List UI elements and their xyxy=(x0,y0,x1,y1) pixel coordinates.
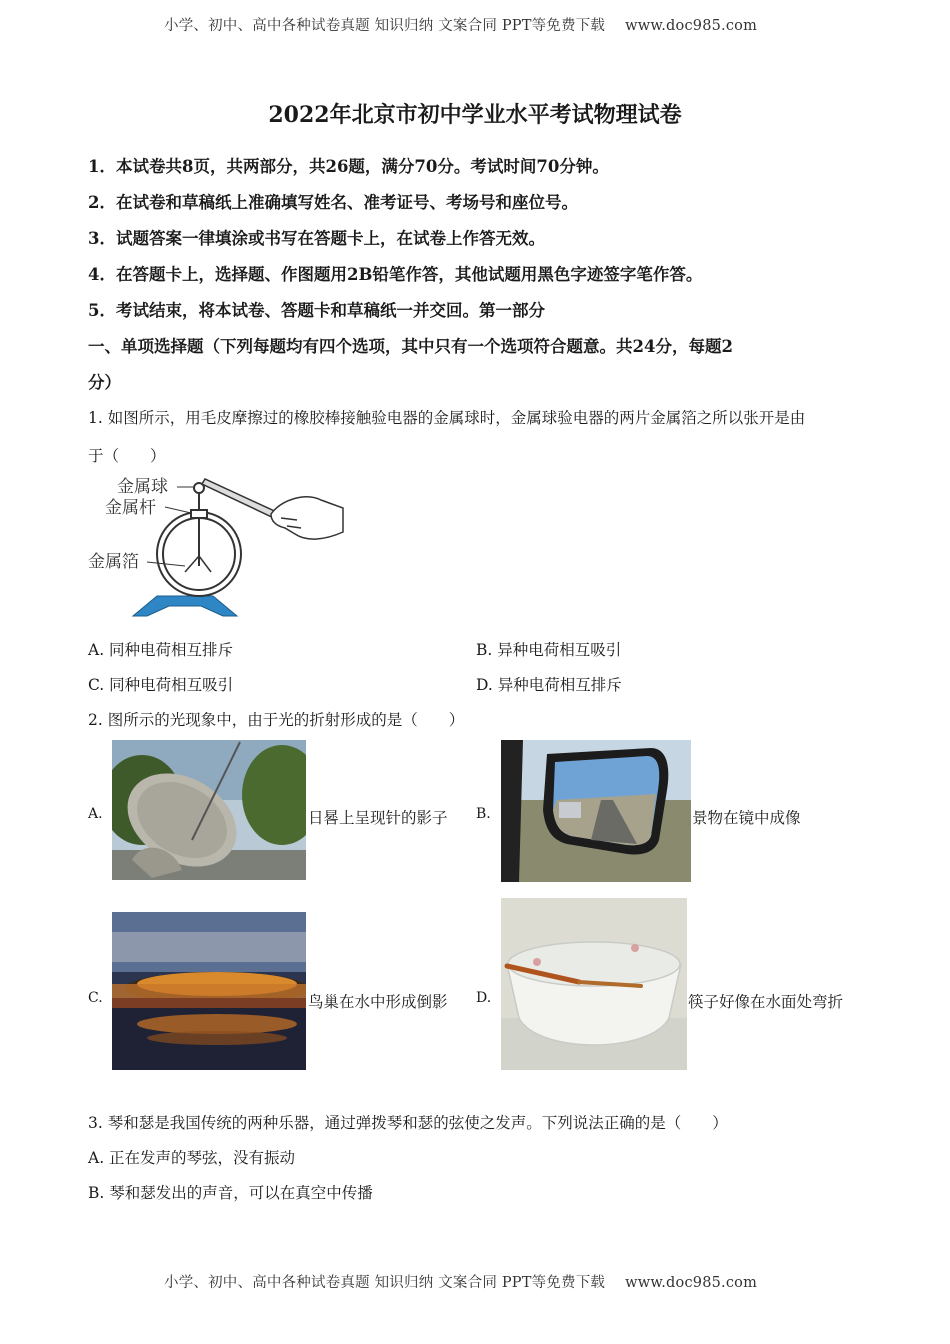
label-metal-ball: 金属球 xyxy=(117,477,168,496)
instruction-3: 3．试题答案一律填涂或书写在答题卡上，在试卷上作答无效。 xyxy=(88,229,545,248)
q2-option-c-caption: 鸟巢在水中形成倒影 xyxy=(308,993,448,1011)
q1-stem-line-1: 1. 如图所示，用毛皮摩擦过的橡胶棒接触验电器的金属球时，金属球验电器的两片金属箔之所以张开是由 xyxy=(88,409,806,427)
instruction-4: 4．在答题卡上，选择题、作图题用2B铅笔作答，其他试题用黑色字迹签字笔作答。 xyxy=(88,265,703,284)
label-metal-foil: 金属箔 xyxy=(88,552,139,571)
q2-option-b-caption: 景物在镜中成像 xyxy=(692,809,801,827)
q1-option-d[interactable]: D. 异种电荷相互排斥 xyxy=(476,676,622,694)
label-metal-rod: 金属杆 xyxy=(105,498,156,517)
page-header xyxy=(164,14,757,35)
car-mirror-photo xyxy=(501,740,691,882)
hand xyxy=(271,497,343,539)
q2-option-d-caption: 筷子好像在水面处弯折 xyxy=(688,993,844,1011)
q3-option-a[interactable]: A. 正在发声的琴弦，没有振动 xyxy=(88,1149,296,1167)
q3-stem: 3. 琴和瑟是我国传统的两种乐器，通过弹拨琴和瑟的弦使之发声。下列说法正确的是（ ） xyxy=(88,1114,728,1132)
header-text: 小学、初中、高中各种试卷真题 知识归纳 文案合同 PPT等免费下载 xyxy=(164,18,606,34)
q1-stem-line-2: 于（ ） xyxy=(88,447,166,465)
metal-rod xyxy=(191,492,207,566)
q2-stem: 2. 图所示的光现象中，由于光的折射形成的是（ ） xyxy=(88,711,465,729)
instruction-2: 2．在试卷和草稿纸上准确填写姓名、准考证号、考场号和座位号。 xyxy=(88,193,578,212)
header-site-link[interactable]: www.doc985.com xyxy=(625,18,758,34)
q2-option-c-letter[interactable]: C. xyxy=(88,990,103,1006)
chopsticks-bowl-photo xyxy=(501,898,687,1070)
section-heading-line-1: 一、单项选择题（下列每题均有四个选项，其中只有一个选项符合题意。共24分，每题2 xyxy=(88,337,733,356)
q1-option-c[interactable]: C. 同种电荷相互吸引 xyxy=(88,676,234,694)
q2-option-a-caption: 日晷上呈现针的影子 xyxy=(308,809,448,827)
sundial-photo xyxy=(112,740,306,880)
q2-option-a-letter[interactable]: A. xyxy=(88,806,103,822)
q3-option-b[interactable]: B. 琴和瑟发出的声音，可以在真空中传播 xyxy=(88,1184,373,1202)
instruction-1: 1．本试卷共8页，共两部分，共26题，满分70分。考试时间70分钟。 xyxy=(88,157,609,176)
footer-text: 小学、初中、高中各种试卷真题 知识归纳 文案合同 PPT等免费下载 xyxy=(164,1275,606,1291)
page-footer xyxy=(164,1271,757,1292)
page-title: 2022年北京市初中学业水平考试物理试卷 xyxy=(268,102,682,128)
instruction-5: 5．考试结束，将本试卷、答题卡和草稿纸一并交回。第一部分 xyxy=(88,301,545,320)
birds-nest-photo xyxy=(112,912,306,1070)
q1-option-a[interactable]: A. 同种电荷相互排斥 xyxy=(88,641,234,659)
section-heading-line-2: 分） xyxy=(88,373,121,392)
electroscope-figure xyxy=(85,470,355,622)
q2-option-d-letter[interactable]: D. xyxy=(476,990,492,1006)
footer-site-link[interactable]: www.doc985.com xyxy=(625,1275,758,1291)
electroscope-stand xyxy=(133,596,237,616)
q1-option-b[interactable]: B. 异种电荷相互吸引 xyxy=(476,641,622,659)
q2-option-b-letter[interactable]: B. xyxy=(476,806,491,822)
